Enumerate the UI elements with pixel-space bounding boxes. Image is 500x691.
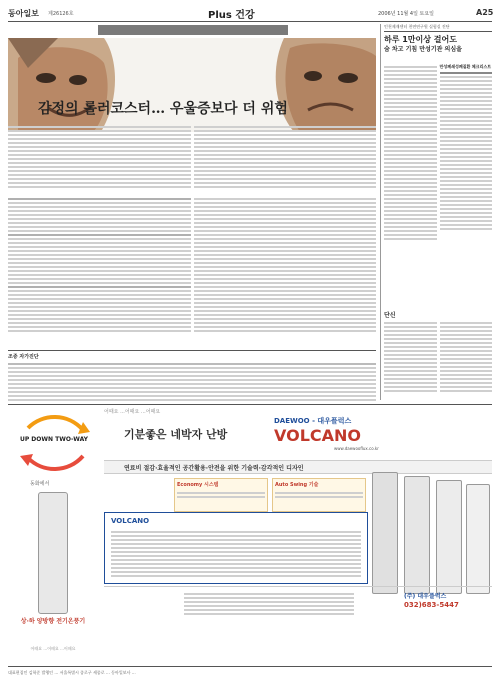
self-check-table bbox=[8, 361, 376, 403]
autoswing-panel bbox=[272, 478, 366, 512]
left-ad-slogan: 상·하 양방향 전기온풍기 bbox=[20, 618, 86, 625]
economy-title: Economy 시스템 bbox=[177, 482, 219, 488]
column-divider bbox=[380, 24, 381, 400]
volcano-logo-small: VOLCANO bbox=[111, 517, 150, 525]
section-title: Plus 건강 bbox=[208, 10, 255, 21]
body-col-1 bbox=[8, 124, 191, 192]
side-col-1 bbox=[384, 64, 437, 264]
volcano-brand-kor: DAEWOO - 대우플럭스 bbox=[274, 417, 352, 425]
article-body-top bbox=[8, 124, 376, 192]
volcano-feature-box bbox=[104, 512, 368, 584]
left-ad-footer: 어때요 ...어때요 ...어때요 bbox=[30, 646, 76, 651]
body-col-3 bbox=[8, 196, 191, 346]
article-banner bbox=[98, 25, 288, 35]
masthead bbox=[8, 6, 492, 20]
volcano-bottom-strip bbox=[104, 586, 492, 627]
checklist-title: 만성폐쇄성폐질환 체크리스트 bbox=[439, 64, 492, 69]
volcano-url: www.daewooflux.co.kr bbox=[334, 446, 379, 451]
heater-unit-2 bbox=[404, 476, 430, 594]
volcano-catch: 기분좋은 네박자 난방 bbox=[124, 428, 228, 441]
masthead-rule bbox=[8, 21, 492, 22]
left-ad bbox=[8, 408, 98, 662]
updown-logo bbox=[8, 408, 98, 478]
article-body-mid bbox=[8, 196, 376, 346]
volcano-contact: (주) 대우플럭스 bbox=[404, 593, 447, 600]
economy-panel bbox=[174, 478, 268, 512]
side-kicker: 인천제재센터 천연연구원 실험실 진단 bbox=[384, 24, 450, 29]
issue-number: 제26126호 bbox=[48, 11, 74, 17]
heater-unit-4 bbox=[466, 484, 490, 594]
body-col-4 bbox=[194, 196, 377, 346]
volcano-brand-eng: VOLCANO bbox=[274, 426, 362, 445]
article-side bbox=[384, 24, 492, 400]
paper-name: 동아일보 bbox=[8, 9, 39, 18]
left-ad-brand: 동화에서 bbox=[30, 481, 50, 487]
footer-text: 대표편집인 김학준 발행인 … 서울특별시 종로구 세종로 … 동아일보사 … bbox=[8, 670, 136, 675]
issue-date: 2006년 11월 4일 토요일 bbox=[378, 11, 435, 17]
ad-rule bbox=[8, 404, 492, 405]
article-headline: 감정의 롤러코스터… 우울증보다 더 위험 bbox=[38, 101, 288, 117]
volcano-header-left: 어때요 ...어때요 ...어때요 bbox=[104, 409, 161, 415]
volcano-ad bbox=[104, 408, 492, 662]
heater-unit-3 bbox=[436, 480, 462, 594]
self-check-title: 조증 자가진단 bbox=[8, 354, 39, 360]
heater-product bbox=[38, 492, 68, 614]
heater-unit-1 bbox=[372, 472, 398, 594]
side-body bbox=[384, 64, 492, 264]
volcano-subtitle: 연료비 절감·효율적인 공간활용·안전을 위한 기술력·감각적인 디자인 bbox=[124, 465, 304, 472]
volcano-subtitle-bar bbox=[104, 460, 492, 474]
page-number: A25 bbox=[476, 8, 494, 17]
footer-rule bbox=[8, 666, 492, 667]
volcano-phone: 032)683-5447 bbox=[404, 601, 459, 609]
autoswing-title: Auto Swing 기술 bbox=[275, 482, 319, 488]
side-col-2 bbox=[440, 64, 493, 264]
short-news-body bbox=[384, 320, 492, 400]
side-headline-2: 숨 차고 기침 만성기관 의심을 bbox=[384, 46, 462, 53]
side-headline-1: 하루 1만이상 걸어도 bbox=[384, 35, 457, 44]
updown-label: UP DOWN TWO-WAY bbox=[19, 436, 89, 443]
short-news-title: 단신 bbox=[384, 312, 396, 319]
self-check-box bbox=[8, 350, 376, 401]
body-col-2 bbox=[194, 124, 377, 192]
article-main bbox=[8, 24, 376, 400]
